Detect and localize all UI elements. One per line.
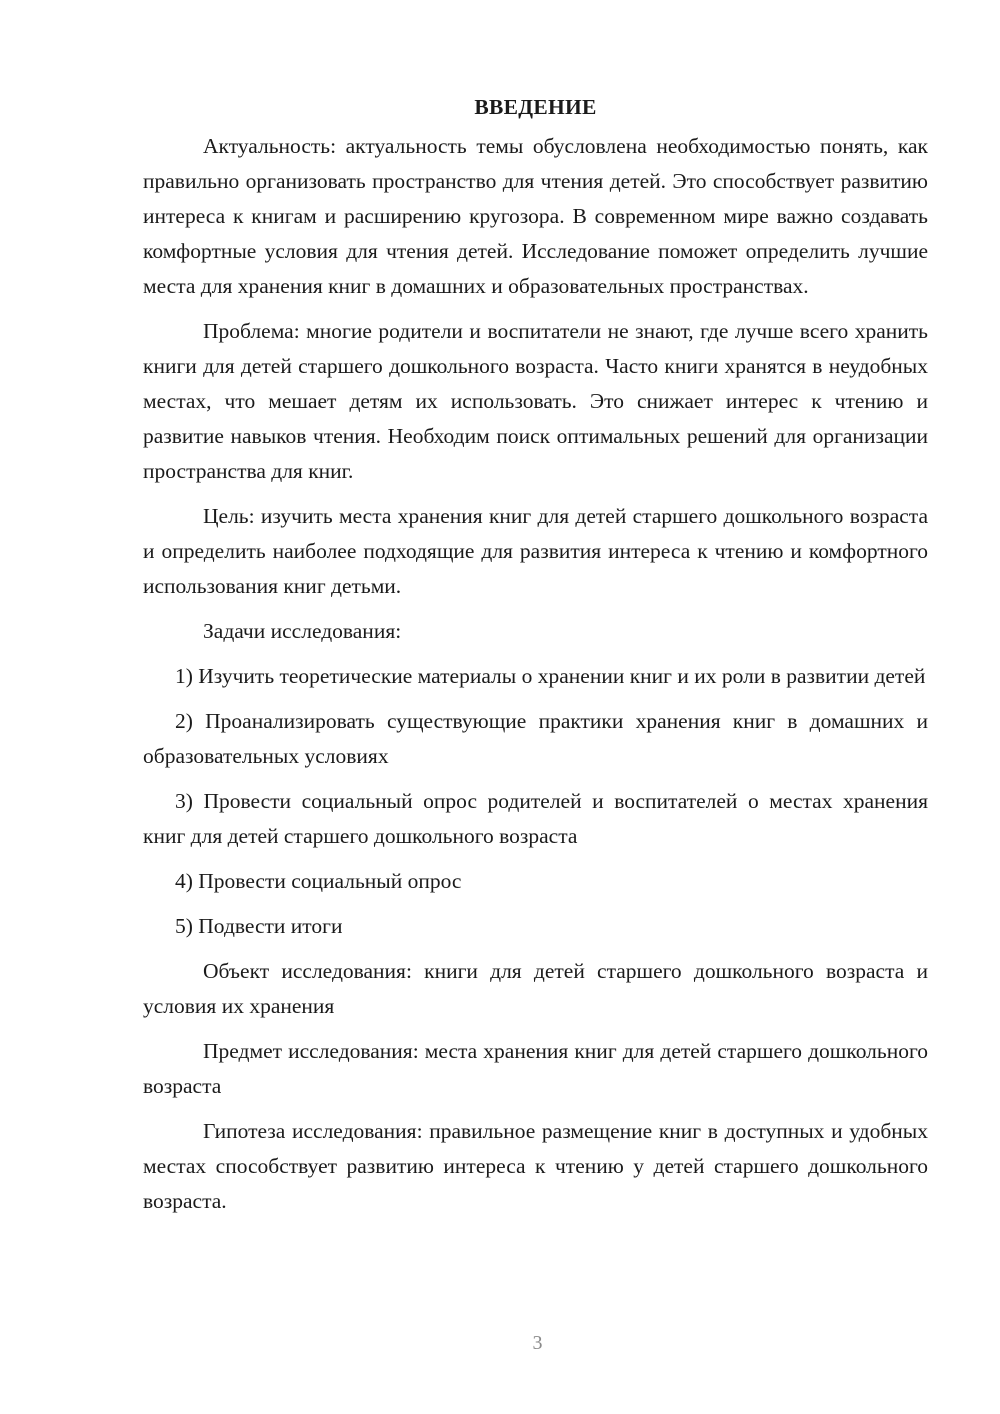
page-number: 3 [532, 1332, 543, 1354]
task-item: 4) Провести социальный опрос [175, 869, 462, 893]
relevance-paragraph: Актуальность: актуальность темы обусловлена необходимостью понять, как правильно организовать пространство для чтения детей. Это способствует развитию интереса к книгам и расширению кругозора. В современном мире важно создавать комфортные условия для чтения детей. Исследование поможет определить лучшие места для хранения книг в домашних и образовательных пространствах. [143, 134, 928, 298]
goal-paragraph: Цель: изучить места хранения книг для детей старшего дошкольного возраста и определить наиболее подходящие для развития интереса к чтению и комфортного использования книг детьми. [143, 504, 928, 598]
task-item: 5) Подвести итоги [175, 914, 343, 938]
task-item: 2) Проанализировать существующие практики хранения книг в домашних и образовательных условиях [143, 709, 928, 768]
hypothesis-paragraph: Гипотеза исследования: правильное размещение книг в доступных и удобных местах способствует развитию интереса к чтению у детей старшего дошкольного возраста. [143, 1119, 928, 1213]
object-paragraph: Объект исследования: книги для детей старшего дошкольного возраста и условия их хранения [143, 959, 928, 1018]
task-item: 1) Изучить теоретические материалы о хранении книг и их роли в развитии детей [175, 664, 926, 688]
subject-paragraph: Предмет исследования: места хранения книг для детей старшего дошкольного возраста [143, 1039, 928, 1098]
document-page [143, 90, 928, 1229]
tasks-heading: Задачи исследования: [203, 619, 402, 643]
task-item: 3) Провести социальный опрос родителей и воспитателей о местах хранения книг для детей старшего дошкольного возраста [143, 789, 928, 848]
section-title: ВВЕДЕНИЕ [474, 95, 597, 119]
problem-paragraph: Проблема: многие родители и воспитатели не знают, где лучше всего хранить книги для детей старшего дошкольного возраста. Часто книги хранятся в неудобных местах, что мешает детям их использовать. Это снижает интерес к чтению и развитие навыков чтения. Необходим поиск оптимальных решений для организации пространства для книг. [143, 319, 928, 483]
